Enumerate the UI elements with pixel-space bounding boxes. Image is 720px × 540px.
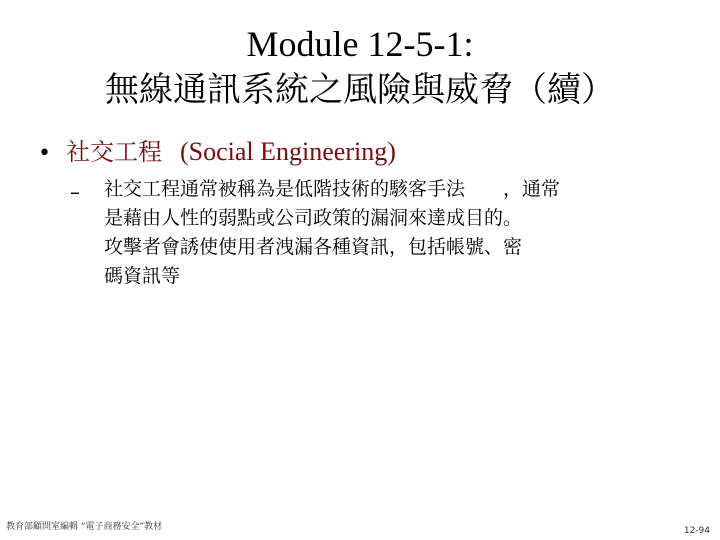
- sub-bullet-text-line: 是藉由人性的弱點或公司政策的漏洞來達成目的。: [104, 207, 523, 229]
- sub-bullet-text-line: 碼資訊等: [104, 265, 181, 287]
- bullet-marker: •: [38, 141, 51, 166]
- bullet-item: [38, 132, 396, 172]
- page-number: 12-94: [683, 526, 710, 536]
- sub-bullet-text-line: 社交工程通常被稱為是低階技術的駭客手法 ，通常: [104, 178, 561, 200]
- bullet-label-chinese: 社交工程: [66, 138, 162, 166]
- sub-bullet-text-line: 攻擊者會誘使使用者洩漏各種資訊，包括帳號、密: [104, 236, 523, 258]
- slide-title-module: Module 12-5-1:: [246, 24, 474, 64]
- bullet-label-english: (Social Engineering): [180, 137, 396, 166]
- footer-source-text: 教育部顧問室編輯 “電子商務安全”教材: [6, 522, 163, 532]
- slide-title-topic: 無線通訊系統之風險與威脅（續）: [105, 70, 615, 110]
- sub-bullet-marker: –: [70, 180, 80, 204]
